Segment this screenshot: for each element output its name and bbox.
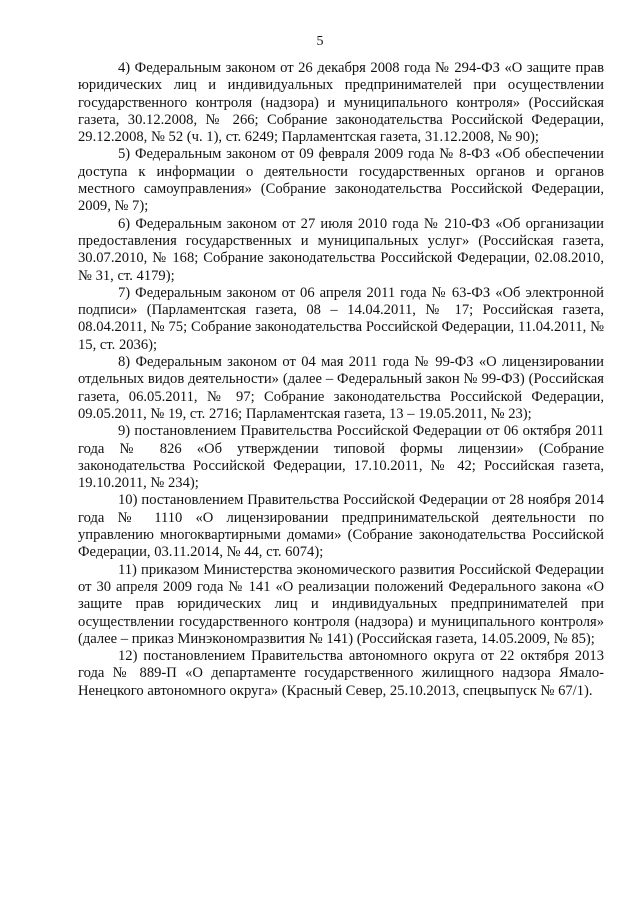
paragraph-7: 7) Федеральным законом от 06 апреля 2011 года № 63-ФЗ «Об электронной подписи» (Парламентская газета, 08 – 14.04.2011, № 17; Российская газета, 08.04.2011, № 75; Собрание законодательства Российской Федерации, 11.04.2011, № 15, ст. 2036); bbox=[78, 284, 604, 353]
paragraph-4: 4) Федеральным законом от 26 декабря 2008 года № 294-ФЗ «О защите прав юридических лиц и индивидуальных предпринимателей при осуществлении государственного контроля (надзора) и муниципального контроля» (Российская газета, 30.12.2008, № 266; Собрание законодательства Российской Федерации, 29.12.2008, № 52 (ч. 1), ст. 6249; Парламентская газета, 31.12.2008, № 90); bbox=[78, 60, 604, 146]
paragraph-12: 12) постановлением Правительства автономного округа от 22 октября 2013 года № 889-П «О департаменте государственного жилищного надзора Ямало-Ненецкого автономного округа» (Красный Север, 25.10.2013, спецвыпуск № 67/1). bbox=[78, 648, 604, 699]
paragraph-8: 8) Федеральным законом от 04 мая 2011 года № 99-ФЗ «О лицензировании отдельных видов деятельности» (далее – Федеральный закон № 99-ФЗ) (Российская газета, 06.05.2011, № 97; Собрание законодательства Российской Федерации, 09.05.2011, № 19, ст. 2716; Парламентская газета, 13 – 19.05.2011, № 23); bbox=[78, 354, 604, 422]
paragraph-9: 9) постановлением Правительства Российской Федерации от 06 октября 2011 года № 826 «Об утверждении типовой формы лицензии» (Собрание законодательства Российской Федерации, 17.10.2011, № 42; Российская газета, 19.10.2011, № 234); bbox=[78, 423, 604, 492]
paragraph-6: 6) Федеральным законом от 27 июля 2010 года № 210-ФЗ «Об организации предоставления государственных и муниципальных услуг» (Российская газета, 30.07.2010, № 168; Собрание законодательства Российской Федерации, 02.08.2010, № 31, ст. 4179); bbox=[78, 215, 604, 284]
document-body bbox=[78, 60, 604, 700]
paragraph-11: 11) приказом Министерства экономического развития Российской Федерации от 30 апреля 2009 года № 141 «О реализации положений Федерального закона «О защите прав юридических лиц и индивидуальных предпринимателей при осуществлении государственного контроля (надзора) и муниципального контроля» (далее – приказ Минэкономразвития № 141) (Российская газета, 14.05.2009, № 85); bbox=[78, 561, 604, 647]
paragraph-5: 5) Федеральным законом от 09 февраля 2009 года № 8-ФЗ «Об обеспечении доступа к информации о деятельности государственных органов и органов местного самоуправления» (Собрание законодательства Российской Федерации, 2009, № 7); bbox=[78, 146, 604, 215]
page-number: 5 bbox=[316, 34, 324, 49]
paragraph-10: 10) постановлением Правительства Российской Федерации от 28 ноября 2014 года № 1110 «О лицензировании предпринимательской деятельности по управлению многоквартирными домами» (Собрание законодательства Российской Федерации, 03.11.2014, № 44, ст. 6074); bbox=[78, 492, 604, 561]
